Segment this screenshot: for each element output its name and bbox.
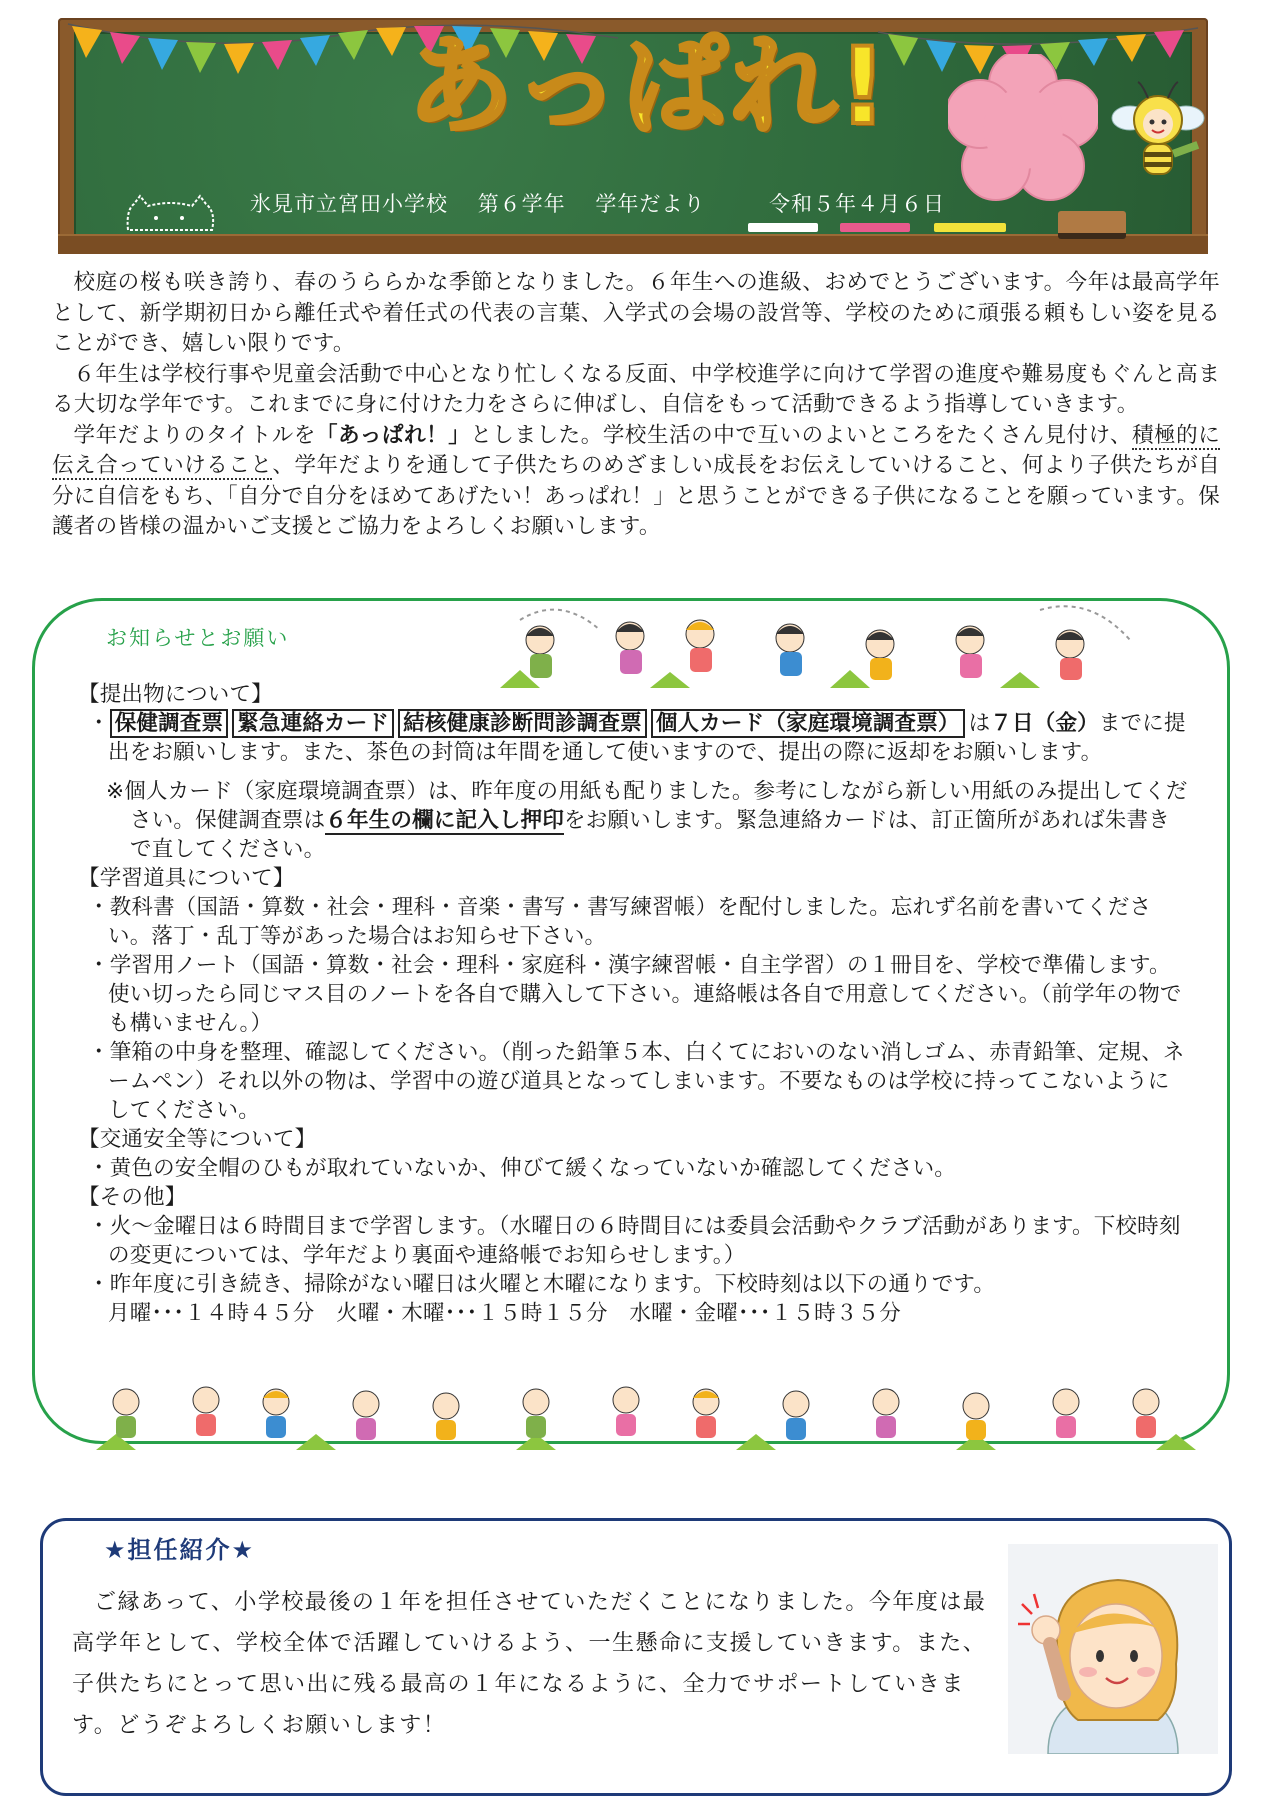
school-name: 氷見市立宮田小学校 [250,192,448,216]
cat-chalk-icon [120,194,220,234]
supplies-item: ・筆箱の中身を整理、確認してください。（削った鉛筆５本、白くてにおいのない消しゴム、赤青鉛筆、定規、ネームペン）それ以外の物は、学習中の遊び道具となってしまいます。不要なものは学校に持ってこないようにしてください。 [88,1040,1185,1123]
particle-ha: は [968,711,991,736]
intro-p3-text-a: 学年だよりのタイトルを [73,422,316,448]
traffic-item: ・黄色の安全帽のひもが取れていないか、伸びて緩くなっていないか確認してください。 [88,1156,957,1181]
intro-p3-text-b: としました。学校生活の中で互いのよいところをたくさん見付け、 [470,422,1132,448]
supplies-item: ・教科書（国語・算数・社会・理科・音楽・書写・書写練習帳）を配付しました。忘れず名前を書いてください。落丁・乱丁等があった場合はお知らせ下さい。 [88,895,1152,949]
chalk-white [748,223,818,232]
intro-text [52,268,1220,543]
intro-p3-underlined: 積極的に伝え合っていけること [52,422,1220,478]
issue-date: 令和５年４月６日 [769,192,946,216]
flower-icon [948,54,1098,204]
deadline-date: ７日（金） [990,711,1099,736]
teacher-illustration [1008,1544,1218,1754]
header-chalkboard [58,18,1208,254]
teacher-intro-body [72,1582,992,1746]
intro-p3-text-d: 、学年だよりを通して子供たちのめざましい成長をお伝えしていけること、何より子供たちが自分に自信をもち、「自分で自分をほめてあげたい！あっぱれ！」と思うことができる子供になることを願っています。保護者の皆様の温かいご支援とご協力をよろしくお願いします。 [52,453,1220,539]
newsletter-title: あっぱれ! [407,25,889,148]
other-item: ・火～金曜日は６時間目まで学習します。（水曜日の６時間目には委員会活動やクラブ活動があります。下校時刻の変更については、学年だより裏面や連絡帳でお知らせします。） [88,1214,1181,1268]
eraser-icon [1058,211,1126,239]
section-heading-other: 【その他】 [78,1185,187,1210]
header-subtitle [250,188,967,218]
notice-body [78,680,1188,1328]
chalk-yellow [934,223,1006,232]
notice-title: お知らせとお願い [106,626,290,650]
section-heading-supplies: 【学習道具について】 [78,866,295,891]
teacher-intro-title: ★担任紹介★ [104,1536,256,1564]
intro-paragraph-1: 校庭の桜も咲き誇り、春のうららかな季節となりました。６年生への進級、おめでとうございます。今年は最高学年として、新学期初日から離任式や着任式の代表の言葉、入学式の会場の設営等、学校のために頑張る頼もしい姿を見ることができ、嬉しい限りです。 [52,270,1220,356]
grade-label: 第６学年 [477,192,566,216]
form-tb-screening: 結核健康診断問診調査票 [398,709,647,738]
note-text-c: をお願いします。緊急連絡カードは、訂正箇所があれば朱書きで直してください。 [130,808,1170,862]
note-emphasis: ６年生の欄に記入し押印 [325,808,565,833]
submission-note [78,777,1188,864]
board-ledge [58,234,1208,254]
form-personal-card: 個人カード（家庭環境調査票） [651,709,965,738]
teacher-intro-text: ご縁あって、小学校最後の１年を担任させていただくことになりました。今年度は最高学年として、学校全体で活躍していけるよう、一生懸命に支援していきます。また、子供たちにとって思い出に残る最高の１年になるように、全力でサポートしていきます。どうぞよろしくお願いします！ [72,1590,987,1738]
chalk-pink [840,223,910,232]
newsletter-label: 学年だより [595,192,706,216]
supplies-item: ・学習用ノート（国語・算数・社会・理科・家庭科・漢字練習帳・自主学習）の１冊目を、学校で準備します。使い切ったら同じマス目のノートを各自で購入して下さい。連絡帳は各自で用意してください。（前学年の物でも構いません。） [88,953,1182,1036]
other-item: ・昨年度に引き続き、掃除がない曜日は火曜と木曜になります。下校時刻は以下の通りです。 [88,1272,996,1297]
dismissal-times: 月曜･･･１４時４５分 火曜・木曜･･･１５時１５分 水曜・金曜･･･１５時３５分 [108,1301,901,1326]
submission-text: までに提出をお願いします。また、茶色の封筒は年間を通して使いますので、提出の際に返却をお願いします。 [108,711,1186,765]
submission-item [78,709,1188,767]
section-heading-traffic: 【交通安全等について】 [78,1127,317,1152]
intro-paragraph-2: ６年生は学校行事や児童会活動で中心となり忙しくなる反面、中学校進学に向けて学習の進度や難易度もぐんと高まる大切な学年です。これまでに身に付けた力をさらに伸ばし、自信をもって活動できるよう指導していきます。 [52,361,1220,417]
bullet: ・ [88,711,110,736]
children-illustration [96,1372,1196,1452]
form-health-survey: 保健調査票 [110,709,229,738]
children-illustration [500,600,1150,690]
section-heading-submissions: 【提出物について】 [78,682,273,707]
intro-paragraph-3 [52,421,1220,543]
note-text-a: ※個人カード（家庭環境調査票）は、昨年度の用紙も配りました。参考にしながら新しい用紙のみ提出してください。保健調査票は [106,779,1188,833]
form-emergency-card: 緊急連絡カード [232,709,394,738]
bee-character-icon [1108,78,1208,188]
intro-p3-title: 「あっぱれ！」 [315,422,471,448]
